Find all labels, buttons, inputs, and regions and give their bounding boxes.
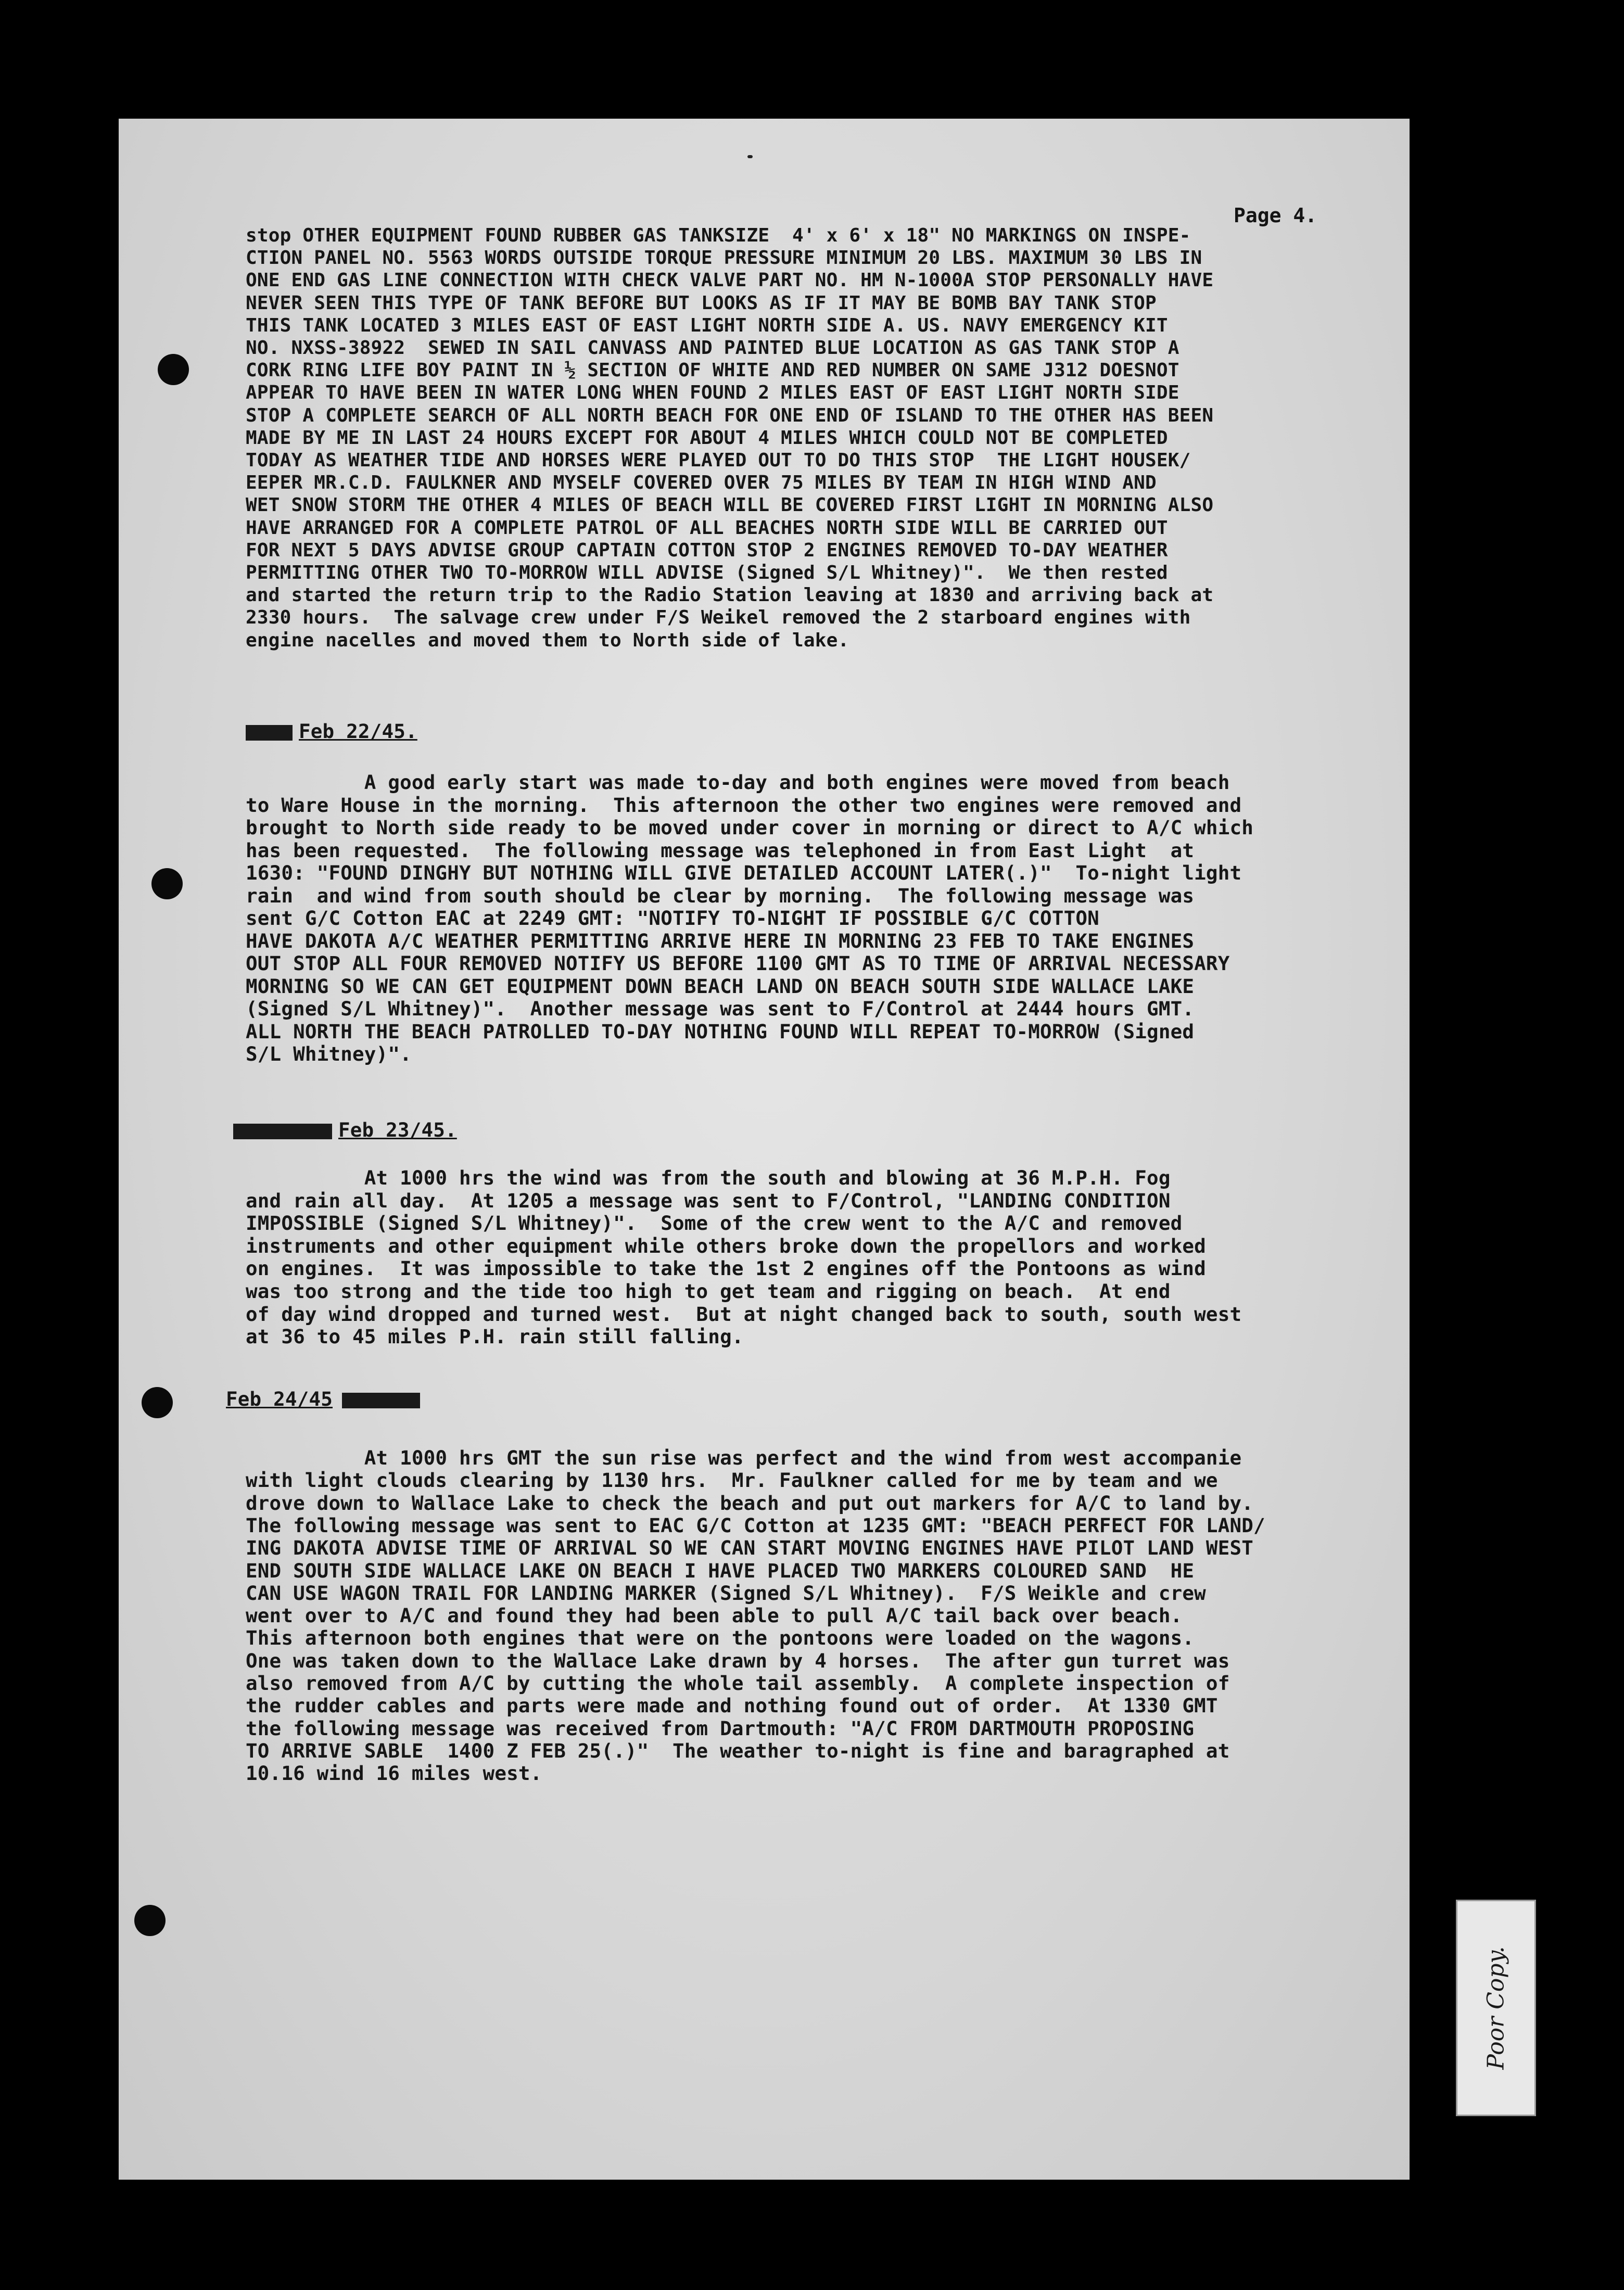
entry-heading-feb-22: Feb 22/45.: [246, 719, 1318, 743]
struck-out-word: [342, 1393, 420, 1408]
text-line: This afternoon both engines that were on the pontoons were loaded on the wagons.: [246, 1626, 1195, 1649]
text-line: the rudder cables and parts were made and nothing found out of order. At 1330 GMT: [246, 1694, 1218, 1717]
text-line: ING DAKOTA ADVISE TIME OF ARRIVAL SO WE CAN START MOVING ENGINES HAVE PILOT LAND WEST: [246, 1536, 1254, 1559]
struck-out-word: [233, 1124, 332, 1139]
text-line: FOR NEXT 5 DAYS ADVISE GROUP CAPTAIN COTTON STOP 2 ENGINES REMOVED TO-DAY WEATHER: [246, 540, 1168, 561]
text-line: 2330 hours. The salvage crew under F/S Weikel removed the 2 starboard engines with: [246, 607, 1191, 628]
text-line: 10.16 wind 16 miles west.: [246, 1762, 542, 1785]
text-line: S/L Whitney)".: [246, 1042, 412, 1065]
text-line: sent G/C Cotton EAC at 2249 GMT: "NOTIFY TO-NIGHT IF POSSIBLE G/C COTTON: [246, 907, 1099, 930]
text-line: PERMITTING OTHER TWO TO-MORROW WILL ADVISE (Signed S/L Whitney)". We then rested: [246, 562, 1168, 583]
page-number: Page 4.: [1234, 204, 1317, 227]
text-line: rain and wind from south should be clear by morning. The following message was: [246, 884, 1195, 907]
text-line: ONE END GAS LINE CONNECTION WITH CHECK VALVE PART NO. HM N-1000A STOP PERSONALLY HAVE: [246, 270, 1214, 291]
entry-heading-feb-24: Feb 24/45: [226, 1387, 1298, 1411]
text-line: One was taken down to the Wallace Lake drawn by 4 horses. The after gun turret was: [246, 1649, 1230, 1672]
text-line: STOP A COMPLETE SEARCH OF ALL NORTH BEACH FOR ONE END OF ISLAND TO THE OTHER HAS BEEN: [246, 405, 1214, 426]
text-line: brought to North side ready to be moved under cover in morning or direct to A/C which: [246, 816, 1254, 839]
text-line: engine nacelles and moved them to North side of lake.: [246, 630, 849, 651]
text-line: A good early start was made to-day and both engines were moved from beach: [246, 771, 1230, 794]
text-line: (Signed S/L Whitney)". Another message was sent to F/Control at 2444 hours GMT.: [246, 997, 1195, 1020]
text-line: At 1000 hrs the wind was from the south and blowing at 36 M.P.H. Fog: [246, 1166, 1171, 1189]
text-line: has been requested. The following message was telephoned in from East Light at: [246, 839, 1195, 862]
text-line: was too strong and the tide too high to get team and rigging on beach. At end: [246, 1280, 1171, 1303]
text-line: stop OTHER EQUIPMENT FOUND RUBBER GAS TANKSIZE 4' x 6' x 18" NO MARKINGS ON INSPE-: [246, 225, 1191, 246]
text-line: EEPER MR.C.D. FAULKNER AND MYSELF COVERED OVER 75 MILES BY TEAM IN HIGH WIND AND: [246, 472, 1157, 493]
text-line: IMPOSSIBLE (Signed S/L Whitney)". Some of the crew went to the A/C and removed: [246, 1212, 1183, 1235]
poor-copy-stamp: [1456, 1900, 1536, 2116]
text-line: 1630: "FOUND DINGHY BUT NOTHING WILL GIVE DETAILED ACCOUNT LATER(.)" To-night light: [246, 861, 1242, 884]
text-line: went over to A/C and found they had been able to pull A/C tail back over beach.: [246, 1604, 1183, 1627]
struck-out-word: [246, 725, 293, 741]
ink-speck: [747, 155, 753, 158]
text-line: END SOUTH SIDE WALLACE LAKE ON BEACH I HAVE PLACED TWO MARKERS COLOURED SAND HE: [246, 1559, 1195, 1582]
text-line: WET SNOW STORM THE OTHER 4 MILES OF BEACH WILL BE COVERED FIRST LIGHT IN MORNING ALSO: [246, 494, 1214, 516]
text-line: instruments and other equipment while others broke down the propellors and worked: [246, 1235, 1206, 1257]
text-line: OUT STOP ALL FOUR REMOVED NOTIFY US BEFORE 1100 GMT AS TO TIME OF ARRIVAL NECESSARY: [246, 952, 1230, 975]
text-line: to Ware House in the morning. This afternoon the other two engines were removed and: [246, 794, 1242, 817]
text-line: on engines. It was impossible to take the 1st 2 engines off the Pontoons as wind: [246, 1257, 1206, 1280]
text-line: TO ARRIVE SABLE 1400 Z FEB 25(.)" The weather to-night is fine and baragraphed at: [246, 1739, 1230, 1762]
poor-copy-note: Poor Copy.: [1482, 1946, 1509, 2070]
text-line: CAN USE WAGON TRAIL FOR LANDING MARKER (Signed S/L Whitney). F/S Weikle and crew: [246, 1582, 1206, 1605]
text-line: ALL NORTH THE BEACH PATROLLED TO-DAY NOTHING FOUND WILL REPEAT TO-MORROW (Signed: [246, 1020, 1195, 1043]
text-line: also removed from A/C by cutting the whole tail assembly. A complete inspection of: [246, 1672, 1230, 1695]
text-line: drove down to Wallace Lake to check the beach and put out markers for A/C to land by.: [246, 1492, 1254, 1515]
punch-hole: [158, 354, 189, 385]
text-line: MADE BY ME IN LAST 24 HOURS EXCEPT FOR ABOUT 4 MILES WHICH COULD NOT BE COMPLETED: [246, 427, 1168, 449]
entry-heading-feb-23: Feb 23/45.: [233, 1118, 1305, 1142]
text-line: and started the return trip to the Radio Station leaving at 1830 and arriving back at: [246, 584, 1214, 606]
text-line: with light clouds clearing by 1130 hrs. Mr. Faulkner called for me by team and we: [246, 1469, 1218, 1492]
text-line: CTION PANEL NO. 5563 WORDS OUTSIDE TORQUE PRESSURE MINIMUM 20 LBS. MAXIMUM 30 LBS IN: [246, 247, 1202, 269]
text-line: The following message was sent to EAC G/C Cotton at 1235 GMT: "BEACH PERFECT FOR LAND/: [246, 1514, 1265, 1537]
text-line: MORNING SO WE CAN GET EQUIPMENT DOWN BEACH LAND ON BEACH SOUTH SIDE WALLACE LAKE: [246, 975, 1195, 998]
text-line: of day wind dropped and turned west. But at night changed back to south, south west: [246, 1303, 1242, 1326]
text-line: NEVER SEEN THIS TYPE OF TANK BEFORE BUT LOOKS AS IF IT MAY BE BOMB BAY TANK STOP: [246, 292, 1157, 314]
text-line: the following message was received from Dartmouth: "A/C FROM DARTMOUTH PROPOSING: [246, 1717, 1195, 1740]
text-line: APPEAR TO HAVE BEEN IN WATER LONG WHEN FOUND 2 MILES EAST OF EAST LIGHT NORTH SIDE: [246, 382, 1179, 403]
text-line: and rain all day. At 1205 a message was sent to F/Control, "LANDING CONDITION: [246, 1189, 1171, 1212]
text-line: at 36 to 45 miles P.H. rain still falling.: [246, 1325, 744, 1348]
punch-hole: [151, 868, 183, 899]
punch-hole: [134, 1905, 166, 1936]
text-line: TODAY AS WEATHER TIDE AND HORSES WERE PLAYED OUT TO DO THIS STOP THE LIGHT HOUSEK/: [246, 450, 1191, 471]
text-line: THIS TANK LOCATED 3 MILES EAST OF EAST LIGHT NORTH SIDE A. US. NAVY EMERGENCY KIT: [246, 315, 1168, 336]
text-line: HAVE DAKOTA A/C WEATHER PERMITTING ARRIVE HERE IN MORNING 23 FEB TO TAKE ENGINES: [246, 930, 1195, 952]
punch-hole: [142, 1387, 173, 1418]
text-line: At 1000 hrs GMT the sun rise was perfect and the wind from west accompanie: [246, 1446, 1242, 1469]
text-line: CORK RING LIFE BOY PAINT IN ½ SECTION OF WHITE AND RED NUMBER ON SAME J312 DOESNOT: [246, 360, 1179, 381]
text-line: HAVE ARRANGED FOR A COMPLETE PATROL OF ALL BEACHES NORTH SIDE WILL BE CARRIED OUT: [246, 517, 1168, 539]
text-line: NO. NXSS-38922 SEWED IN SAIL CANVASS AND PAINTED BLUE LOCATION AS GAS TANK STOP A: [246, 337, 1179, 359]
